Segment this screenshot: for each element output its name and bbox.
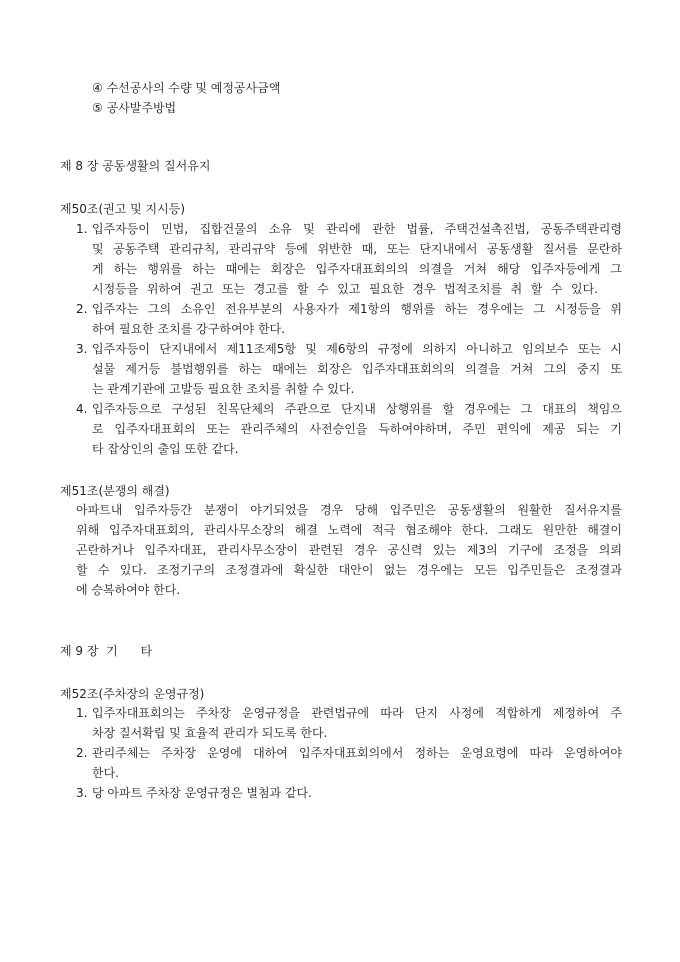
chapter-heading: 제 8 장 공동생활의 질서유지 xyxy=(60,159,211,173)
chapter-heading: 제 9 장 기 타 xyxy=(60,644,153,658)
item-number: 2. xyxy=(76,302,88,316)
article-title: 제50조(권고 및 지시등) xyxy=(60,202,185,216)
item-line: 관리주체는 주차장 운영에 대하여 입주자대표회의에서 정하는 운영요령에 따라 운영하여야 xyxy=(92,746,622,760)
item-line: 입주자는 그의 소유인 전유부분의 사용자가 제1항의 행위를 하는 경우에는 그 시정등을 위 xyxy=(92,302,622,316)
item-line: 입주자등이 민법, 집합건물의 소유 및 관리에 관한 법률, 주택건설촉진법, 공동주택관리령 xyxy=(92,222,622,236)
prev-item: ⑤ 공사발주방법 xyxy=(92,101,177,115)
article-title: 제51조(분쟁의 해결) xyxy=(60,484,170,498)
item-line: 타 잡상인의 출입 또한 같다. xyxy=(92,442,239,456)
item-line: 로 입주자대표회의 또는 관리주체의 사전승인을 득하여야하며, 주민 편익에 제공 되는 기 xyxy=(92,422,622,436)
item-line: 시정등을 위하여 권고 또는 경고를 할 수 있고 필요한 경우 법적조치를 취 할 수 있다. xyxy=(92,282,598,296)
item-line: 당 아파트 주차장 운영규정은 별첨과 같다. xyxy=(92,786,312,800)
item-number: 3. xyxy=(76,342,88,356)
item-number: 2. xyxy=(76,746,88,760)
prev-item: ④ 수선공사의 수량 및 예정공사금액 xyxy=(92,81,281,95)
item-line: 입주자대표회의는 주차장 운영규정을 관련법규에 따라 단지 사정에 적합하게 제정하여 주 xyxy=(92,706,622,720)
item-line: 설물 제거등 불법행위를 하는 때에는 회장은 입주자대표회의의 의결을 거쳐 그의 중지 또 xyxy=(92,362,622,376)
item-number: 1. xyxy=(76,706,88,720)
paragraph-line: 에 승복하여야 한다. xyxy=(76,583,181,597)
article-title: 제52조(주차장의 운영규정) xyxy=(60,687,205,701)
paragraph-line: 위해 입주자대표회의, 관리사무소장의 해결 노력에 적극 협조해야 한다. 그래도 원만한 해결이 xyxy=(76,523,622,537)
paragraph-line: 곤란하거나 입주자대표, 관리사무소장이 관련된 경우 공신력 있는 제3의 기구에 조정을 의뢰 xyxy=(76,543,622,557)
item-number: 1. xyxy=(76,222,88,236)
item-line: 는 관계기관에 고발등 필요한 조치를 취할 수 있다. xyxy=(92,382,355,396)
item-number: 4. xyxy=(76,402,88,416)
item-line: 차장 질서확립 및 효율적 관리가 되도록 한다. xyxy=(92,726,328,740)
item-line: 하여 필요한 조치를 강구하여야 한다. xyxy=(92,322,285,336)
item-line: 입주자등이 단지내에서 제11조제5항 및 제6항의 규정에 의하지 아니하고 임의보수 또는 시 xyxy=(92,342,622,356)
item-number: 3. xyxy=(76,786,88,800)
item-line: 게 하는 행위를 하는 때에는 회장은 입주자대표회의의 의결을 거쳐 해당 입주자등에게 그 xyxy=(92,262,622,276)
item-line: 한다. xyxy=(92,766,119,780)
item-line: 및 공동주택 관리규칙, 관리규약 등에 위반한 때, 또는 단지내에서 공동생활 질서를 문란하 xyxy=(92,242,622,256)
item-line: 입주자등으로 구성된 친목단체의 주관으로 단지내 상행위를 할 경우에는 그 대표의 책임으 xyxy=(92,402,622,416)
paragraph-line: 아파트내 입주자등간 분쟁이 야기되었을 경우 당해 입주민은 공동생활의 원활한 질서유지를 xyxy=(76,503,622,517)
paragraph-line: 할 수 있다. 조정기구의 조정결과에 확실한 대안이 없는 경우에는 모든 입주민들은 조정결과 xyxy=(76,563,622,577)
